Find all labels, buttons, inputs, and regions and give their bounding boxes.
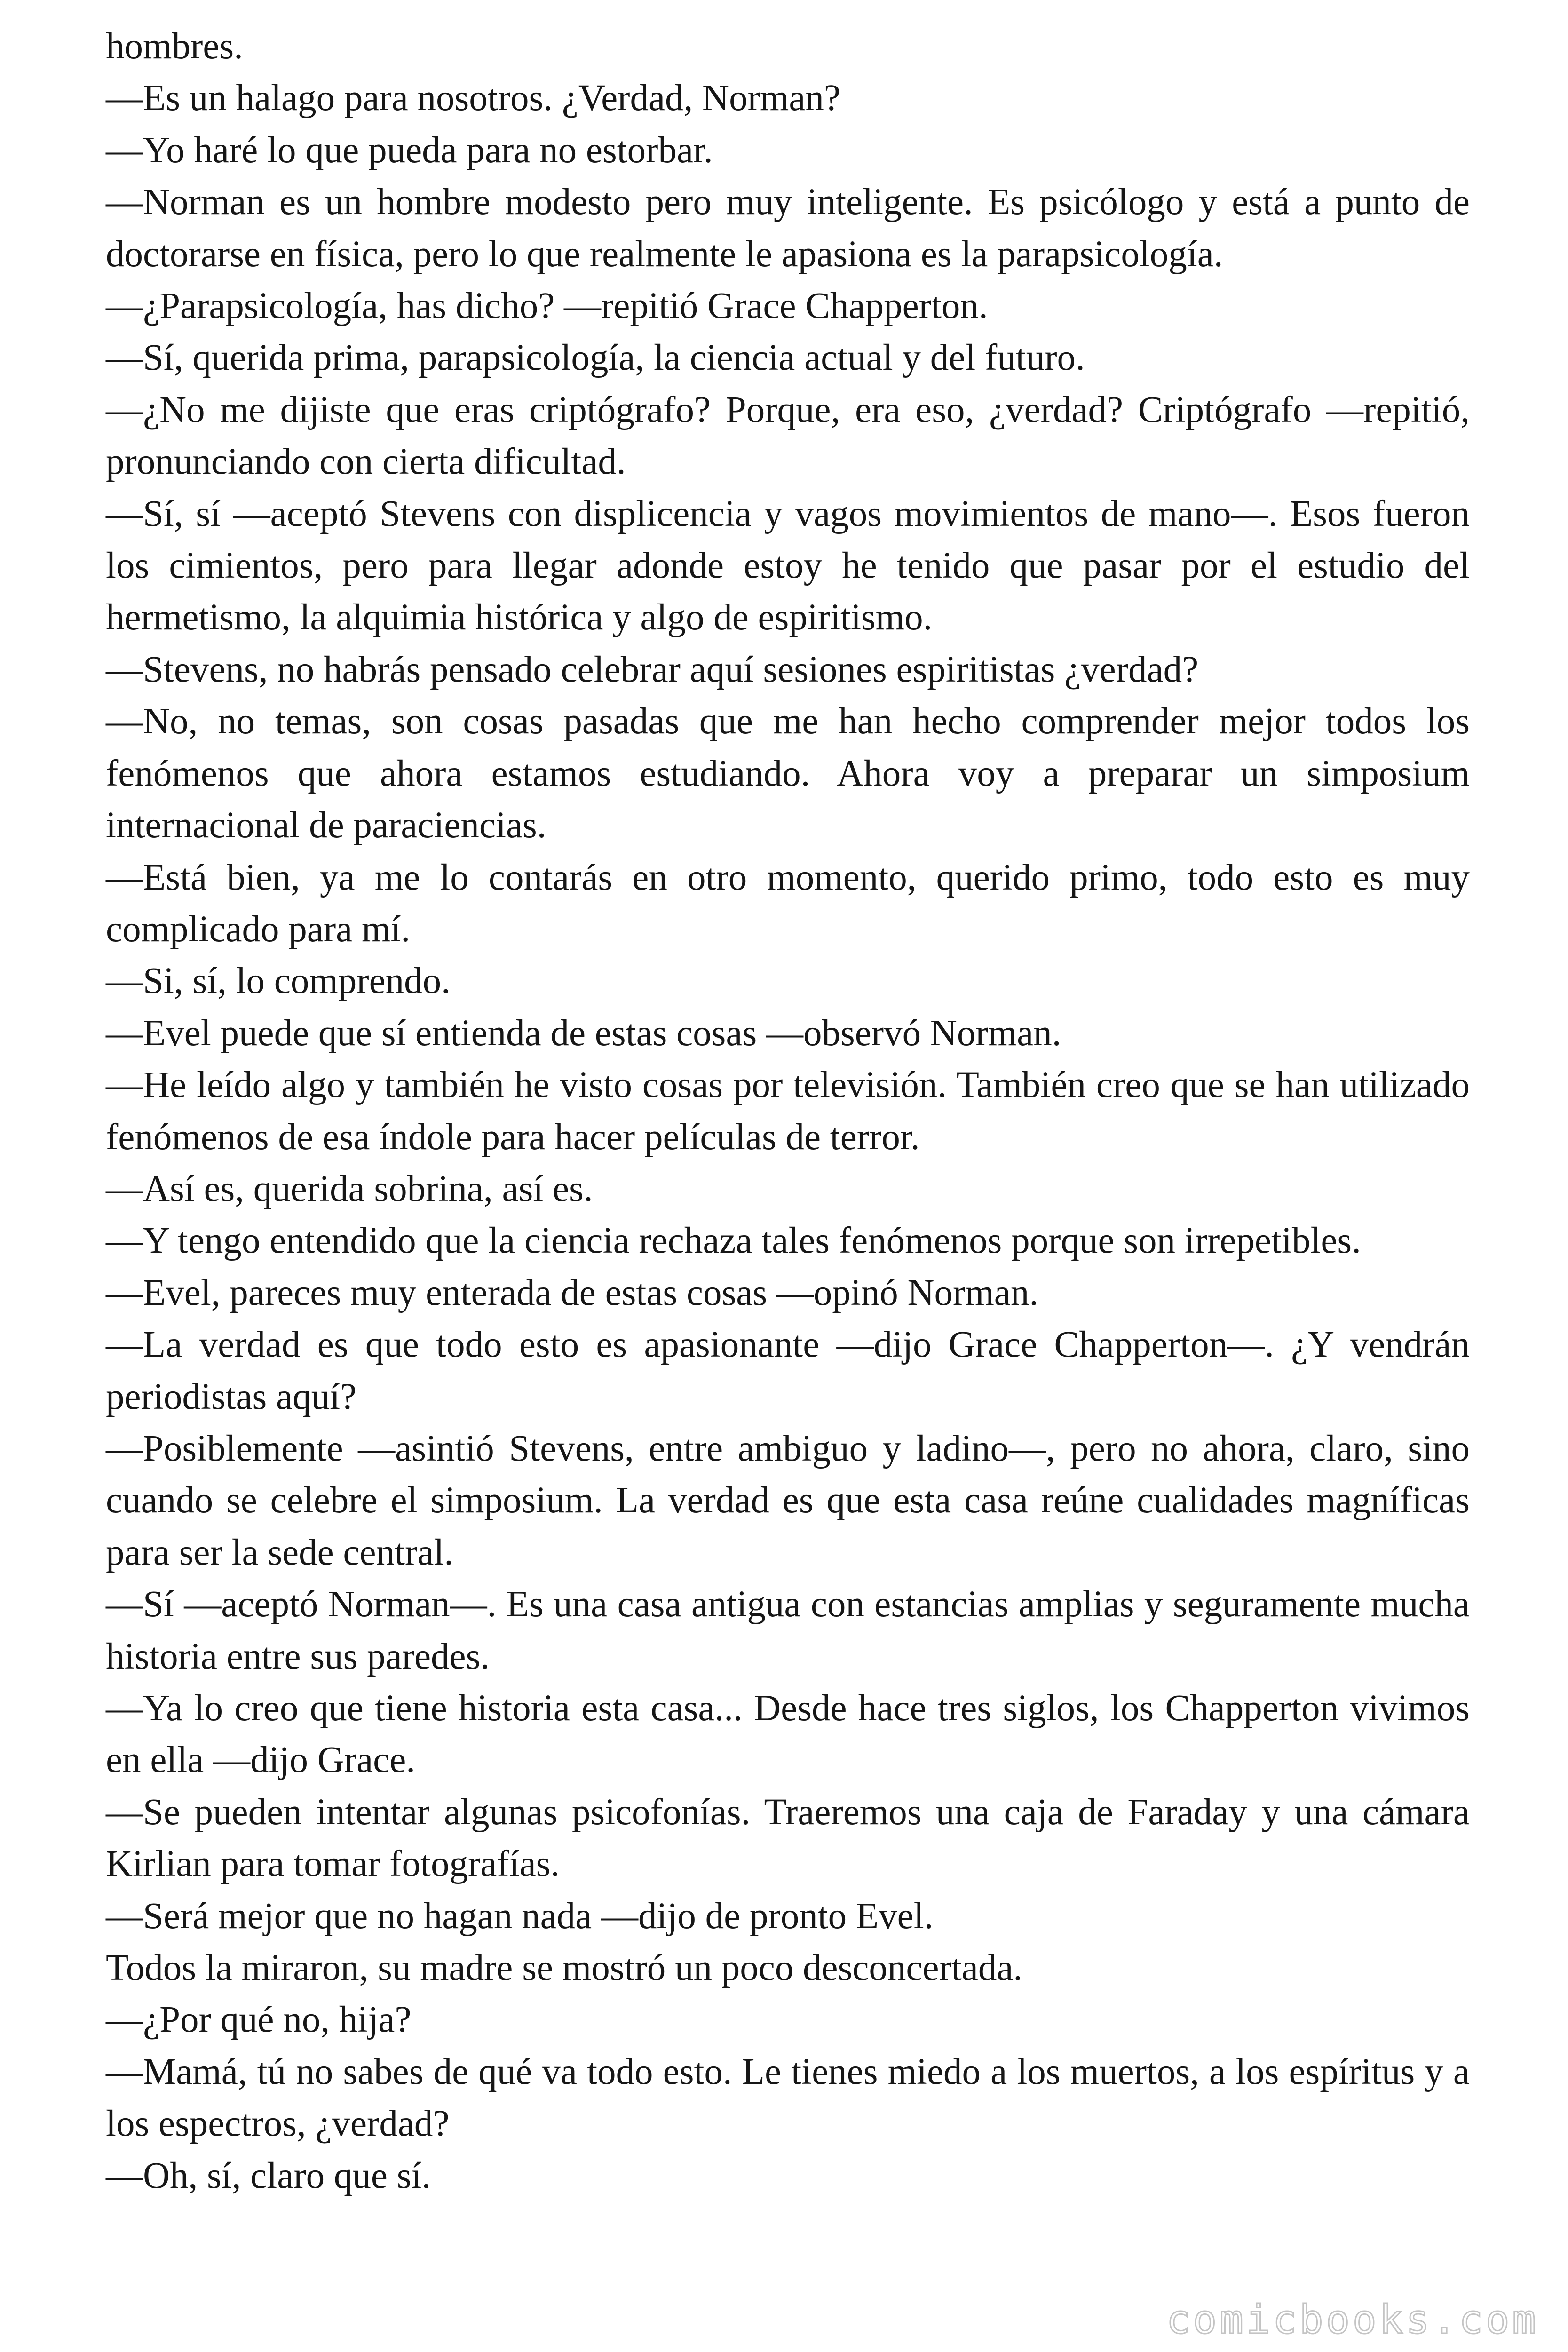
paragraph-07: —¿No me dijiste que eras criptógrafo? Porque, era eso, ¿verdad? Criptógrafo —repitió, pronunciando con cierta dificultad.: [106, 389, 1470, 483]
paragraph-20: —Sí —aceptó Norman—. Es una casa antigua con estancias amplias y seguramente mucha historia entre sus paredes.: [106, 1584, 1470, 1677]
paragraph-17: —Evel, pareces muy enterada de estas cosas —opinó Norman.: [106, 1272, 1039, 1313]
paragraph-06: —Sí, querida prima, parapsicología, la ciencia actual y del futuro.: [106, 337, 1085, 379]
paragraph-22: —Se pueden intentar algunas psicofonías. Traeremos una caja de Faraday y una cámara Kirlian para tomar fotografías.: [106, 1791, 1470, 1885]
paragraph-11: —Está bien, ya me lo contarás en otro momento, querido primo, todo esto es muy complicado para mí.: [106, 857, 1470, 950]
paragraph-04: —Norman es un hombre modesto pero muy inteligente. Es psicólogo y está a punto de doctorarse en física, pero lo que realmente le apasiona es la parapsicología.: [106, 182, 1470, 275]
paragraph-15: —Así es, querida sobrina, así es.: [106, 1168, 593, 1209]
paragraph-18: —La verdad es que todo esto es apasionante —dijo Grace Chapperton—. ¿Y vendrán periodistas aquí?: [106, 1324, 1470, 1417]
paragraph-26: —Mamá, tú no sabes de qué va todo esto. Le tienes miedo a los muertos, a los espíritus y a los espectros, ¿verdad?: [106, 2051, 1470, 2145]
body-text: [106, 21, 1470, 2202]
paragraph-23: —Será mejor que no hagan nada —dijo de pronto Evel.: [106, 1895, 934, 1937]
paragraph-21: —Ya lo creo que tiene historia esta casa... Desde hace tres siglos, los Chapperton vivimos en ella —dijo Grace.: [106, 1688, 1470, 1781]
paragraph-19: —Posiblemente —asintió Stevens, entre ambiguo y ladino—, pero no ahora, claro, sino cuando se celebre el simposium. La verdad es que esta casa reúne cualidades magníficas para ser la sede central.: [106, 1428, 1470, 1573]
paragraph-09: —Stevens, no habrás pensado celebrar aquí sesiones espiritistas ¿verdad?: [106, 649, 1199, 690]
paragraph-13: —Evel puede que sí entienda de estas cosas —observó Norman.: [106, 1012, 1061, 1054]
paragraph-10: —No, no temas, son cosas pasadas que me han hecho comprender mejor todos los fenómenos que ahora estamos estudiando. Ahora voy a preparar un simposium internacional de paraciencias.: [106, 701, 1470, 846]
paragraph-01: hombres.: [106, 26, 243, 67]
paragraph-27: —Oh, sí, claro que sí.: [106, 2155, 431, 2196]
paragraph-14: —He leído algo y también he visto cosas por televisión. También creo que se han utilizado fenómenos de esa índole para hacer películas de terror.: [106, 1065, 1470, 1158]
paragraph-24: Todos la miraron, su madre se mostró un poco desconcertada.: [106, 1947, 1023, 1989]
paragraph-03: —Yo haré lo que pueda para no estorbar.: [106, 129, 713, 171]
paragraph-16: —Y tengo entendido que la ciencia rechaza tales fenómenos porque son irrepetibles.: [106, 1220, 1361, 1262]
paragraph-12: —Si, sí, lo comprendo.: [106, 961, 451, 1002]
watermark-text: comicbooks.com: [1166, 2296, 1539, 2343]
paragraph-02: —Es un halago para nosotros. ¿Verdad, Norman?: [106, 78, 840, 119]
paragraph-25: —¿Por qué no, hija?: [106, 1999, 412, 2041]
paragraph-08: —Sí, sí —aceptó Stevens con displicencia y vagos movimientos de mano—. Esos fueron los cimientos, pero para llegar adonde estoy he tenido que pasar por el estudio del hermetismo, la alquimia histórica y algo de espiritismo.: [106, 493, 1470, 638]
paragraph-05: —¿Parapsicología, has dicho? —repitió Grace Chapperton.: [106, 286, 988, 327]
